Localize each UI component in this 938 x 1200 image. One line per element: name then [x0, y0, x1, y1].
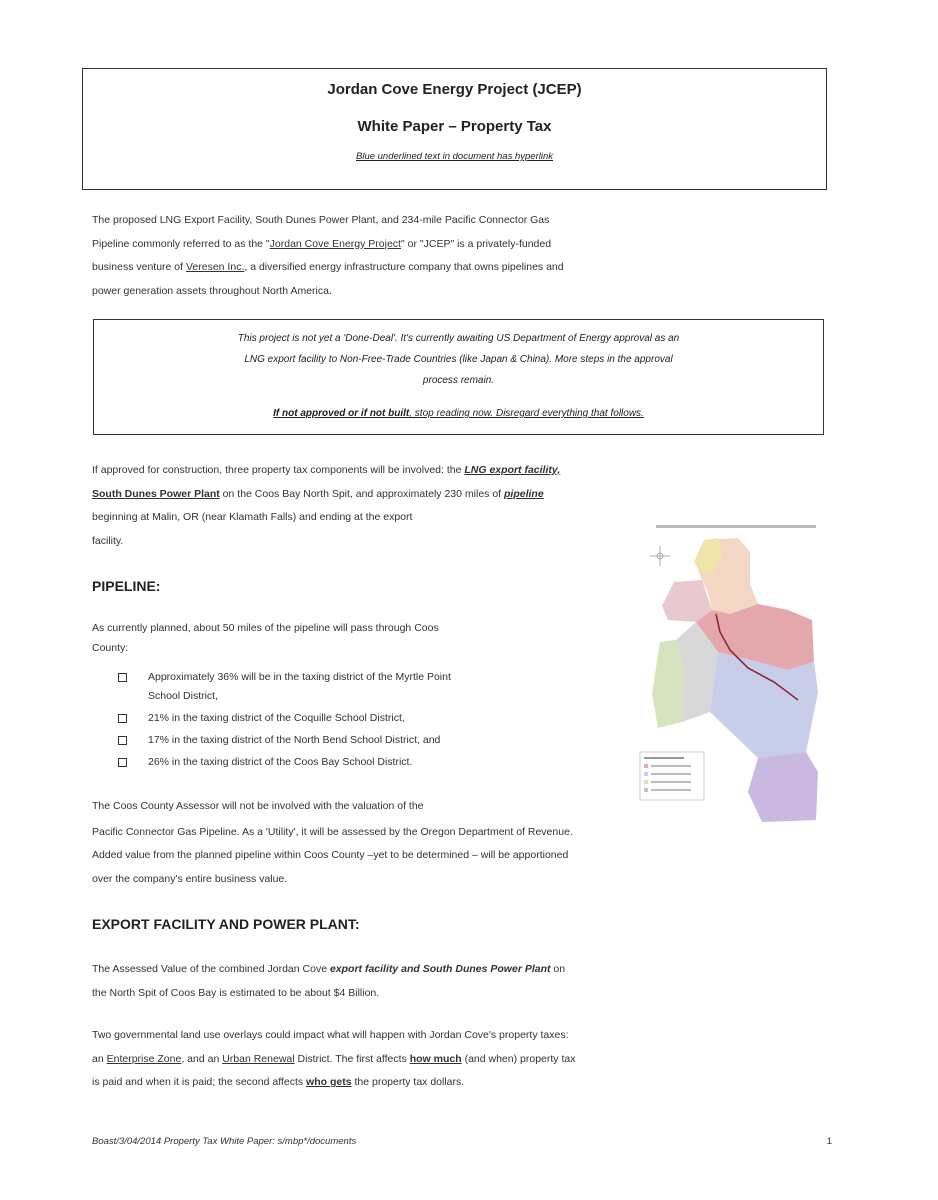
export-heading: EXPORT FACILITY AND POWER PLANT: — [92, 916, 360, 932]
bullet-box-icon — [118, 673, 127, 682]
intro-line: business venture of Veresen Inc., a diversified energy infrastructure company that owns pipelines and — [92, 261, 564, 273]
school-district-list — [118, 666, 628, 773]
components-line: If approved for construction, three property tax components will be involved: the LNG export facility, — [92, 464, 561, 476]
export-paragraph — [92, 958, 832, 1005]
veresen-link[interactable]: Veresen Inc. — [185, 261, 245, 273]
components-line: South Dunes Power Plant on the Coos Bay North Spit, and approximately 230 miles of pipeline — [92, 487, 544, 500]
intro-paragraph — [92, 209, 832, 303]
notice-line: LNG export facility to Non-Free-Trade Countries (like Japan & China). More steps in the approval — [244, 354, 673, 365]
coos-county-school-district-map — [638, 522, 838, 824]
notice-box — [93, 319, 824, 435]
pipeline-line: As currently planned, about 50 miles of the pipeline will pass through Coos — [92, 622, 439, 634]
export-line: the North Spit of Coos Bay is estimated to be about $4 Billion. — [92, 986, 380, 999]
export-line: The Assessed Value of the combined Jordan Cove export facility and South Dunes Power Plant on — [92, 963, 566, 975]
list-item: 21% in the taxing district of the Coquille School District, — [118, 707, 628, 729]
document-title: Jordan Cove Energy Project (JCEP) — [327, 81, 582, 98]
list-item: 26% in the taxing district of the Coos Bay School District. — [118, 751, 628, 773]
hyperlink-note: Blue underlined text in document has hyperlink — [356, 151, 553, 162]
urban-renewal-link[interactable]: Urban Renewal — [222, 1052, 295, 1065]
pipeline-line: County: — [92, 641, 129, 654]
bullet-box-icon — [118, 758, 127, 767]
intro-line: Pipeline commonly referred to as the "Jordan Cove Energy Project" or "JCEP" is a privately-funded — [92, 237, 552, 250]
assessor-line: The Coos County Assessor will not be involved with the valuation of the — [92, 800, 424, 812]
bullet-box-icon — [118, 714, 127, 723]
page-footer — [92, 1136, 832, 1147]
jcep-link[interactable]: Jordan Cove Energy Project — [269, 237, 401, 250]
enterprise-zone-link[interactable]: Enterprise Zone — [106, 1052, 182, 1065]
components-line: beginning at Malin, OR (near Klamath Falls) and ending at the export — [92, 511, 413, 523]
notice-line: This project is not yet a 'Done-Deal'. It's currently awaiting US Department of Energy approval as an — [237, 333, 680, 344]
assessor-line: Added value from the planned pipeline within Coos County –yet to be determined – will be apportioned — [92, 849, 569, 861]
intro-line: power generation assets throughout North America. — [92, 284, 332, 297]
assessor-line: over the company's entire business value. — [92, 872, 288, 885]
assessor-line: Pacific Connector Gas Pipeline. As a 'Utility', it will be assessed by the Oregon Department of Revenue. — [92, 825, 573, 838]
pipeline-intro — [92, 617, 632, 660]
list-item: Approximately 36% will be in the taxing district of the Myrtle Point — [118, 666, 628, 688]
bullet-box-icon — [118, 736, 127, 745]
lng-facility-link[interactable]: LNG export facility, — [464, 464, 561, 476]
components-line: facility. — [92, 534, 124, 547]
pipeline-heading: PIPELINE: — [92, 578, 161, 594]
document-subtitle: White Paper – Property Tax — [357, 118, 552, 135]
district-powers — [748, 752, 818, 822]
overlay-line: an Enterprise Zone, and an Urban Renewal District. The first affects how much (and when) property tax — [92, 1052, 576, 1065]
overlay-line: is paid and when it is paid; the second affects who gets the property tax dollars. — [92, 1076, 465, 1088]
map-title-bar — [656, 525, 816, 528]
power-plant-link[interactable]: South Dunes Power Plant — [92, 487, 220, 500]
notice-line: process remain. — [422, 375, 495, 386]
overlay-line: Two governmental land use overlays could impact what will happen with Jordan Cove's property taxes: — [92, 1029, 569, 1041]
pipeline-link[interactable]: pipeline — [504, 487, 544, 500]
overlay-paragraph — [92, 1024, 832, 1095]
title-box — [82, 68, 827, 190]
page-number: 1 — [826, 1136, 832, 1147]
footer-path: Boast/3/04/2014 Property Tax White Paper: s/mbp*/documents — [92, 1136, 357, 1147]
notice-warning: If not approved or if not built, stop reading now. Disregard everything that follows. — [273, 408, 644, 419]
list-item-continuation: School District, — [148, 690, 219, 702]
intro-line: The proposed LNG Export Facility, South Dunes Power Plant, and 234-mile Pacific Connector Gas — [92, 214, 550, 226]
list-item: 17% in the taxing district of the North Bend School District, and — [118, 729, 628, 751]
map-legend — [640, 752, 704, 800]
